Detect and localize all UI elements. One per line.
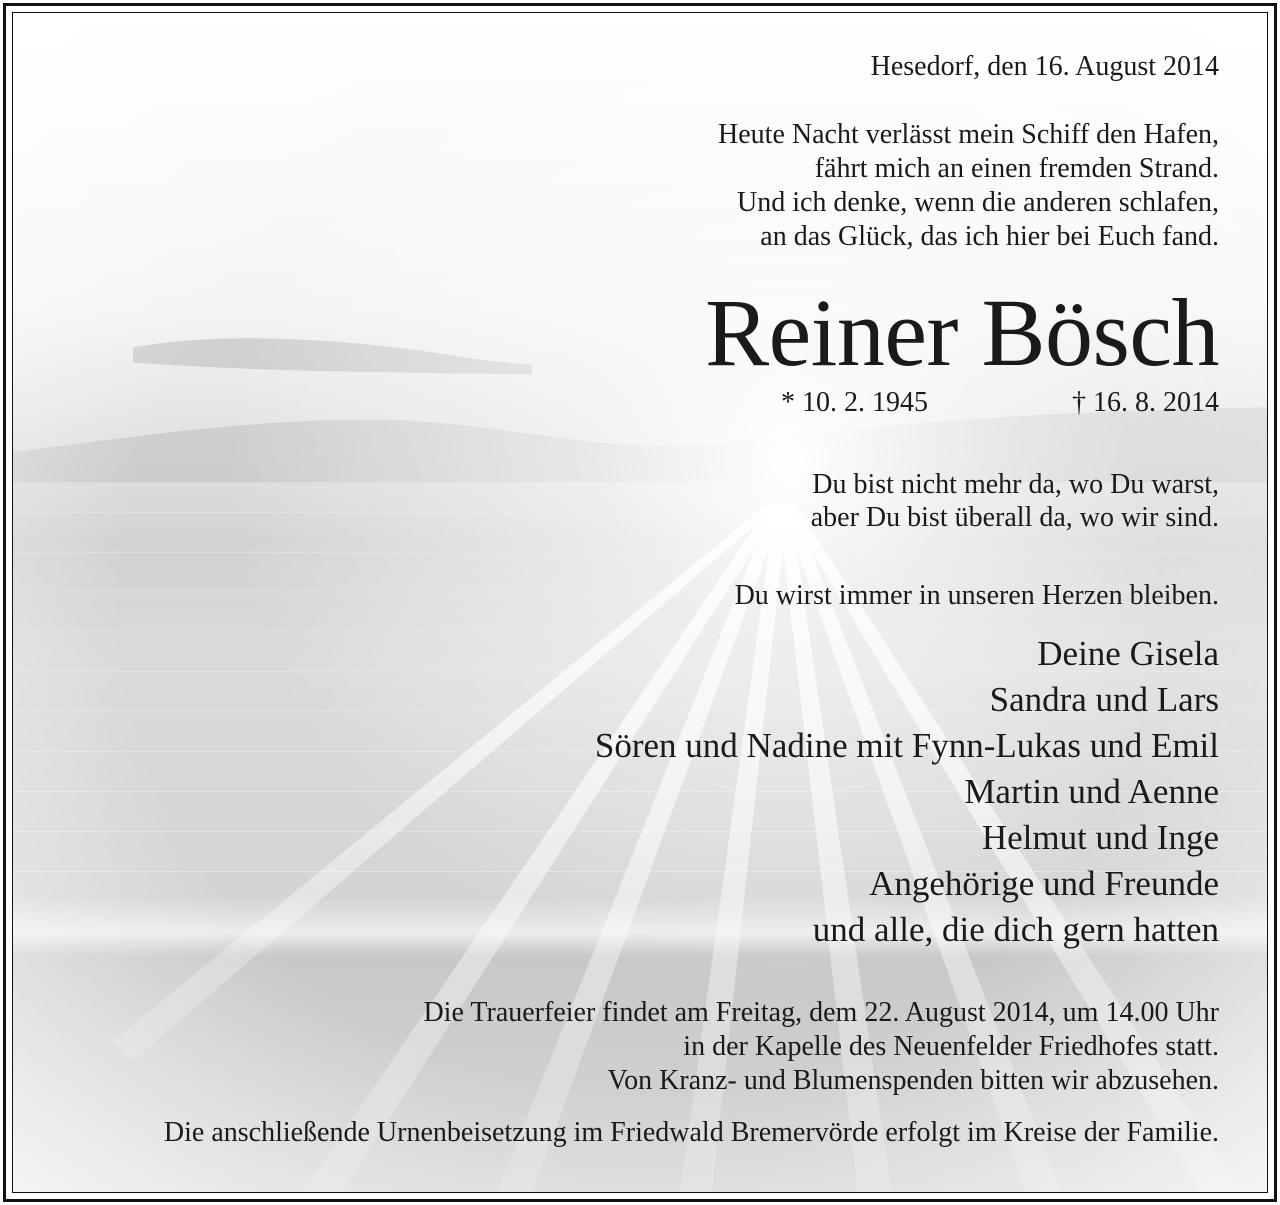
remembrance-text: Du wirst immer in unseren Herzen bleiben. <box>734 580 1219 611</box>
birth-date: * 10. 2. 1945 <box>781 387 928 418</box>
poem-line-4: an das Glück, das ich hier bei Euch fand. <box>760 221 1219 252</box>
inner-border <box>12 12 1268 1193</box>
poem-line-2: fährt mich an einen fremden Strand. <box>814 153 1219 184</box>
mourner-2: Sandra und Lars <box>989 680 1219 719</box>
burial-text: Die anschließende Urnenbeisetzung im Friedwald Bremervörde erfolgt im Kreise der Familie. <box>163 1117 1219 1148</box>
poem-line-3: Und ich denke, wenn die anderen schlafen, <box>736 187 1219 218</box>
mourner-4: Martin und Aenne <box>964 772 1219 811</box>
quote-line-1: Du bist nicht mehr da, wo Du warst, <box>812 469 1219 500</box>
notice-content <box>13 13 1267 1192</box>
place-date: Hesedorf, den 16. August 2014 <box>870 51 1219 82</box>
mourner-3: Sören und Nadine mit Fynn-Lukas und Emil <box>594 726 1219 765</box>
mourner-1: Deine Gisela <box>1037 634 1219 673</box>
service-line-1: Die Trauerfeier findet am Freitag, dem 22. August 2014, um 14.00 Uhr <box>423 997 1219 1028</box>
poem-line-1: Heute Nacht verlässt mein Schiff den Hafen, <box>718 119 1219 150</box>
death-date: † 16. 8. 2014 <box>1072 387 1219 418</box>
mourner-7: und alle, die dich gern hatten <box>812 910 1219 949</box>
mourner-6: Angehörige und Freunde <box>869 864 1219 903</box>
deceased-name: Reiner Bösch <box>705 279 1219 386</box>
service-line-2: in der Kapelle des Neuenfelder Friedhofes statt. <box>683 1031 1219 1062</box>
service-line-3: Von Kranz- und Blumenspenden bitten wir abzusehen. <box>607 1065 1219 1096</box>
mourner-5: Helmut und Inge <box>981 818 1219 857</box>
quote-line-2: aber Du bist überall da, wo wir sind. <box>810 502 1219 533</box>
